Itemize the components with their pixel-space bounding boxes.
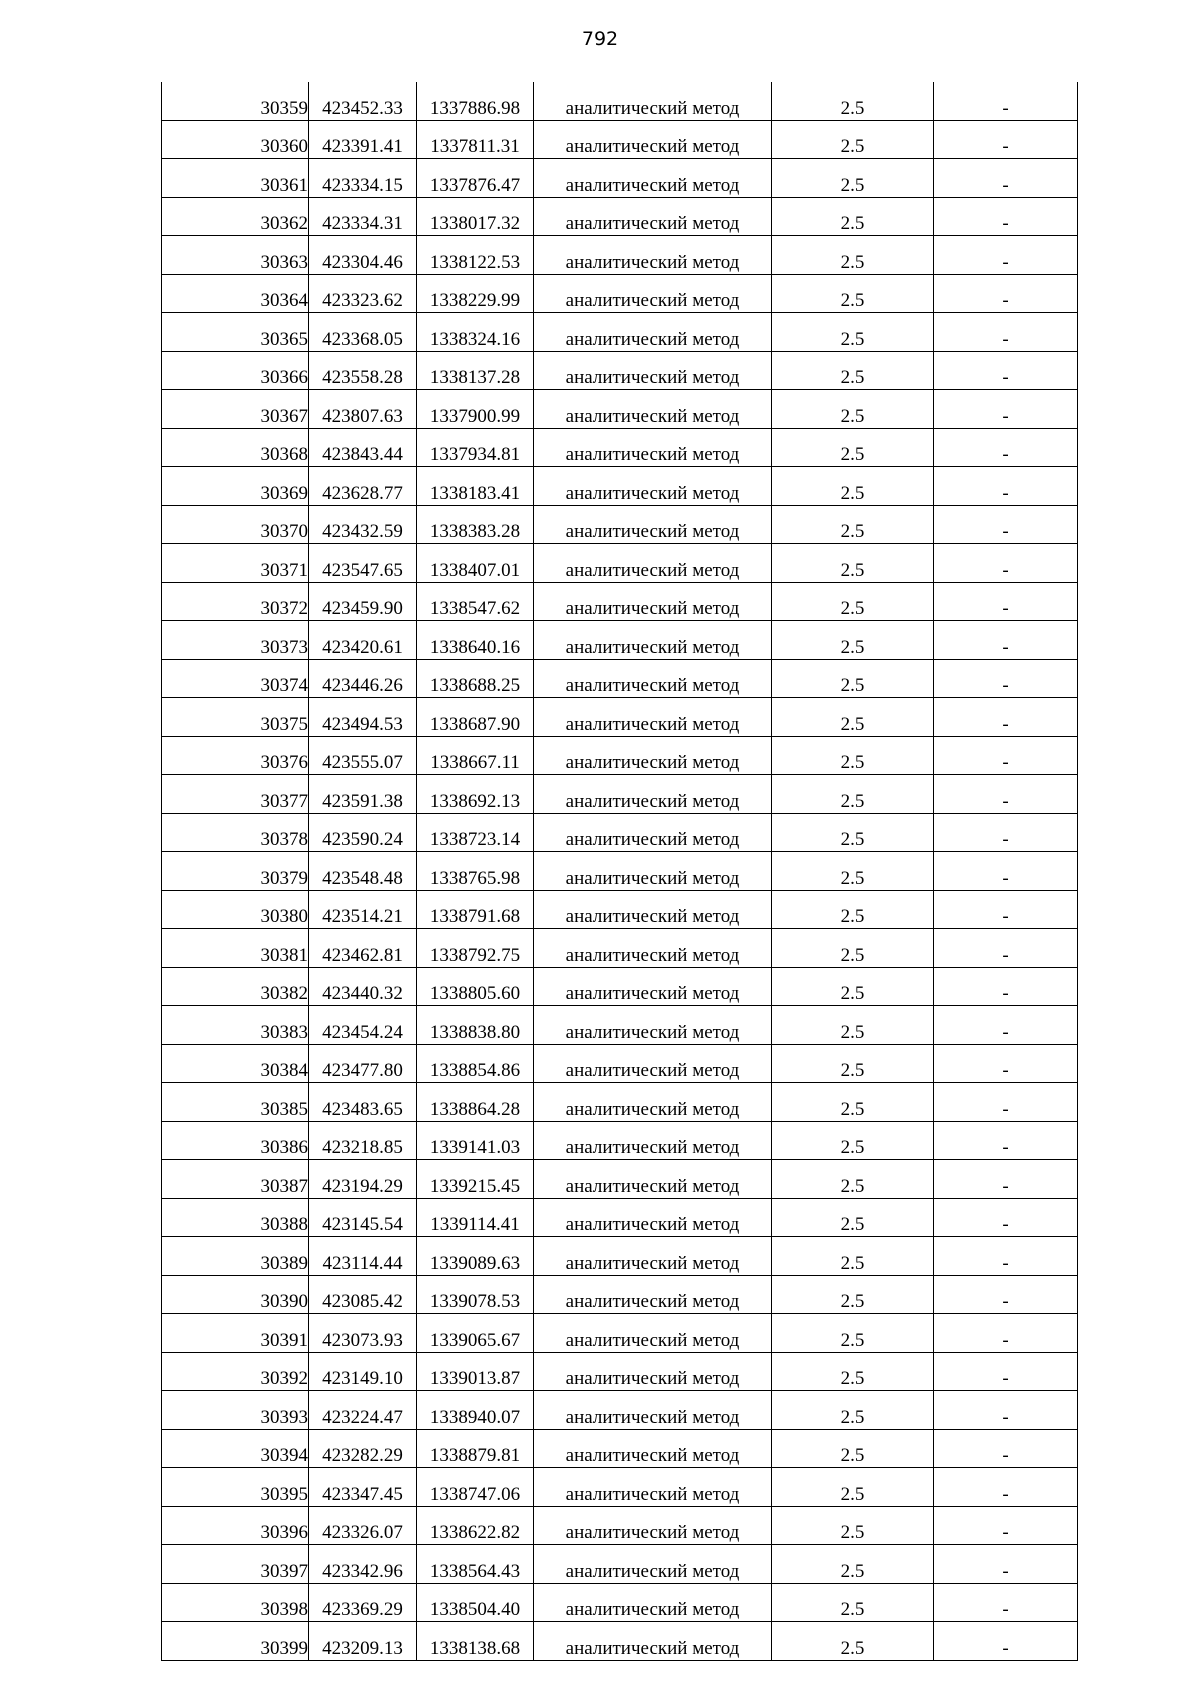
y-coordinate-cell: 1337811.31: [417, 120, 534, 159]
table-row: [162, 1391, 1078, 1430]
method-cell: аналитический метод: [534, 159, 772, 198]
point-number-cell: 30382: [162, 967, 309, 1006]
table-row: [162, 1352, 1078, 1391]
y-coordinate-cell: 1337900.99: [417, 390, 534, 429]
table-row: [162, 1468, 1078, 1507]
x-coordinate-cell: 423323.62: [309, 274, 417, 313]
accuracy-cell: 2.5: [772, 1583, 934, 1622]
point-number-cell: 30361: [162, 159, 309, 198]
point-number-cell: 30389: [162, 1237, 309, 1276]
accuracy-cell: 2.5: [772, 505, 934, 544]
accuracy-cell: 2.5: [772, 120, 934, 159]
point-number-cell: 30370: [162, 505, 309, 544]
y-coordinate-cell: 1338747.06: [417, 1468, 534, 1507]
table-row: [162, 1429, 1078, 1468]
y-coordinate-cell: 1338622.82: [417, 1506, 534, 1545]
method-cell: аналитический метод: [534, 274, 772, 313]
note-cell: -: [934, 467, 1078, 506]
method-cell: аналитический метод: [534, 621, 772, 660]
point-number-cell: 30399: [162, 1622, 309, 1661]
x-coordinate-cell: 423149.10: [309, 1352, 417, 1391]
note-cell: -: [934, 698, 1078, 737]
table-row: [162, 1044, 1078, 1083]
point-number-cell: 30386: [162, 1121, 309, 1160]
method-cell: аналитический метод: [534, 313, 772, 352]
y-coordinate-cell: 1337934.81: [417, 428, 534, 467]
y-coordinate-cell: 1337876.47: [417, 159, 534, 198]
x-coordinate-cell: 423454.24: [309, 1006, 417, 1045]
method-cell: аналитический метод: [534, 197, 772, 236]
method-cell: аналитический метод: [534, 929, 772, 968]
table-row: [162, 428, 1078, 467]
point-number-cell: 30377: [162, 775, 309, 814]
method-cell: аналитический метод: [534, 428, 772, 467]
y-coordinate-cell: 1339215.45: [417, 1160, 534, 1199]
y-coordinate-cell: 1339089.63: [417, 1237, 534, 1276]
y-coordinate-cell: 1338017.32: [417, 197, 534, 236]
accuracy-cell: 2.5: [772, 1198, 934, 1237]
y-coordinate-cell: 1339065.67: [417, 1314, 534, 1353]
accuracy-cell: 2.5: [772, 390, 934, 429]
note-cell: -: [934, 1275, 1078, 1314]
x-coordinate-cell: 423114.44: [309, 1237, 417, 1276]
point-number-cell: 30385: [162, 1083, 309, 1122]
note-cell: -: [934, 890, 1078, 929]
point-number-cell: 30381: [162, 929, 309, 968]
y-coordinate-cell: 1338688.25: [417, 659, 534, 698]
note-cell: -: [934, 313, 1078, 352]
y-coordinate-cell: 1338838.80: [417, 1006, 534, 1045]
table-row: [162, 1083, 1078, 1122]
note-cell: -: [934, 82, 1078, 120]
method-cell: аналитический метод: [534, 698, 772, 737]
method-cell: аналитический метод: [534, 1083, 772, 1122]
x-coordinate-cell: 423304.46: [309, 236, 417, 275]
accuracy-cell: 2.5: [772, 274, 934, 313]
point-number-cell: 30393: [162, 1391, 309, 1430]
method-cell: аналитический метод: [534, 351, 772, 390]
note-cell: -: [934, 1468, 1078, 1507]
method-cell: аналитический метод: [534, 967, 772, 1006]
note-cell: -: [934, 159, 1078, 198]
table-row: [162, 197, 1078, 236]
accuracy-cell: 2.5: [772, 82, 934, 120]
point-number-cell: 30391: [162, 1314, 309, 1353]
point-number-cell: 30396: [162, 1506, 309, 1545]
x-coordinate-cell: 423073.93: [309, 1314, 417, 1353]
point-number-cell: 30395: [162, 1468, 309, 1507]
table-row: [162, 274, 1078, 313]
table-row: [162, 1121, 1078, 1160]
table-row: [162, 313, 1078, 352]
note-cell: -: [934, 390, 1078, 429]
y-coordinate-cell: 1338765.98: [417, 852, 534, 891]
x-coordinate-cell: 423547.65: [309, 544, 417, 583]
point-number-cell: 30383: [162, 1006, 309, 1045]
note-cell: -: [934, 1391, 1078, 1430]
y-coordinate-cell: 1338138.68: [417, 1622, 534, 1661]
point-number-cell: 30392: [162, 1352, 309, 1391]
note-cell: -: [934, 621, 1078, 660]
method-cell: аналитический метод: [534, 505, 772, 544]
y-coordinate-cell: 1338407.01: [417, 544, 534, 583]
y-coordinate-cell: 1338723.14: [417, 813, 534, 852]
accuracy-cell: 2.5: [772, 736, 934, 775]
note-cell: -: [934, 736, 1078, 775]
method-cell: аналитический метод: [534, 1583, 772, 1622]
note-cell: -: [934, 428, 1078, 467]
table-row: [162, 1622, 1078, 1661]
accuracy-cell: 2.5: [772, 890, 934, 929]
y-coordinate-cell: 1338692.13: [417, 775, 534, 814]
point-number-cell: 30365: [162, 313, 309, 352]
table-row: [162, 736, 1078, 775]
note-cell: -: [934, 1583, 1078, 1622]
method-cell: аналитический метод: [534, 120, 772, 159]
accuracy-cell: 2.5: [772, 1429, 934, 1468]
x-coordinate-cell: 423558.28: [309, 351, 417, 390]
y-coordinate-cell: 1339078.53: [417, 1275, 534, 1314]
x-coordinate-cell: 423194.29: [309, 1160, 417, 1199]
method-cell: аналитический метод: [534, 1121, 772, 1160]
note-cell: -: [934, 351, 1078, 390]
point-number-cell: 30387: [162, 1160, 309, 1199]
x-coordinate-cell: 423446.26: [309, 659, 417, 698]
accuracy-cell: 2.5: [772, 621, 934, 660]
point-number-cell: 30375: [162, 698, 309, 737]
table-row: [162, 890, 1078, 929]
method-cell: аналитический метод: [534, 390, 772, 429]
note-cell: -: [934, 775, 1078, 814]
table-row: [162, 1506, 1078, 1545]
y-coordinate-cell: 1338805.60: [417, 967, 534, 1006]
x-coordinate-cell: 423145.54: [309, 1198, 417, 1237]
accuracy-cell: 2.5: [772, 1352, 934, 1391]
y-coordinate-cell: 1339114.41: [417, 1198, 534, 1237]
table-row: [162, 351, 1078, 390]
note-cell: -: [934, 659, 1078, 698]
point-number-cell: 30390: [162, 1275, 309, 1314]
accuracy-cell: 2.5: [772, 1545, 934, 1584]
note-cell: -: [934, 813, 1078, 852]
accuracy-cell: 2.5: [772, 1006, 934, 1045]
note-cell: -: [934, 929, 1078, 968]
y-coordinate-cell: 1338504.40: [417, 1583, 534, 1622]
x-coordinate-cell: 423440.32: [309, 967, 417, 1006]
coordinates-table: [161, 82, 1078, 1661]
method-cell: аналитический метод: [534, 1352, 772, 1391]
x-coordinate-cell: 423462.81: [309, 929, 417, 968]
note-cell: -: [934, 1545, 1078, 1584]
table-row: [162, 1314, 1078, 1353]
x-coordinate-cell: 423843.44: [309, 428, 417, 467]
table-row: [162, 929, 1078, 968]
y-coordinate-cell: 1339141.03: [417, 1121, 534, 1160]
accuracy-cell: 2.5: [772, 775, 934, 814]
point-number-cell: 30363: [162, 236, 309, 275]
table-row: [162, 621, 1078, 660]
point-number-cell: 30369: [162, 467, 309, 506]
accuracy-cell: 2.5: [772, 1237, 934, 1276]
note-cell: -: [934, 1622, 1078, 1661]
method-cell: аналитический метод: [534, 1545, 772, 1584]
note-cell: -: [934, 1237, 1078, 1276]
x-coordinate-cell: 423369.29: [309, 1583, 417, 1622]
accuracy-cell: 2.5: [772, 428, 934, 467]
table-row: [162, 82, 1078, 120]
method-cell: аналитический метод: [534, 1314, 772, 1353]
table-row: [162, 1198, 1078, 1237]
note-cell: -: [934, 852, 1078, 891]
table-row: [162, 236, 1078, 275]
table-row: [162, 505, 1078, 544]
method-cell: аналитический метод: [534, 236, 772, 275]
note-cell: -: [934, 1006, 1078, 1045]
y-coordinate-cell: 1338564.43: [417, 1545, 534, 1584]
y-coordinate-cell: 1337886.98: [417, 82, 534, 120]
point-number-cell: 30380: [162, 890, 309, 929]
y-coordinate-cell: 1338687.90: [417, 698, 534, 737]
note-cell: -: [934, 236, 1078, 275]
accuracy-cell: 2.5: [772, 351, 934, 390]
point-number-cell: 30368: [162, 428, 309, 467]
point-number-cell: 30388: [162, 1198, 309, 1237]
x-coordinate-cell: 423514.21: [309, 890, 417, 929]
point-number-cell: 30359: [162, 82, 309, 120]
y-coordinate-cell: 1338791.68: [417, 890, 534, 929]
y-coordinate-cell: 1338137.28: [417, 351, 534, 390]
x-coordinate-cell: 423555.07: [309, 736, 417, 775]
y-coordinate-cell: 1338122.53: [417, 236, 534, 275]
y-coordinate-cell: 1339013.87: [417, 1352, 534, 1391]
table-row: [162, 967, 1078, 1006]
x-coordinate-cell: 423432.59: [309, 505, 417, 544]
table-row: [162, 775, 1078, 814]
point-number-cell: 30384: [162, 1044, 309, 1083]
x-coordinate-cell: 423452.33: [309, 82, 417, 120]
x-coordinate-cell: 423420.61: [309, 621, 417, 660]
accuracy-cell: 2.5: [772, 852, 934, 891]
point-number-cell: 30398: [162, 1583, 309, 1622]
x-coordinate-cell: 423548.48: [309, 852, 417, 891]
table-row: [162, 390, 1078, 429]
method-cell: аналитический метод: [534, 1468, 772, 1507]
note-cell: -: [934, 274, 1078, 313]
method-cell: аналитический метод: [534, 1006, 772, 1045]
accuracy-cell: 2.5: [772, 967, 934, 1006]
y-coordinate-cell: 1338383.28: [417, 505, 534, 544]
x-coordinate-cell: 423342.96: [309, 1545, 417, 1584]
method-cell: аналитический метод: [534, 1275, 772, 1314]
accuracy-cell: 2.5: [772, 1391, 934, 1430]
x-coordinate-cell: 423085.42: [309, 1275, 417, 1314]
accuracy-cell: 2.5: [772, 197, 934, 236]
table-row: [162, 1006, 1078, 1045]
x-coordinate-cell: 423483.65: [309, 1083, 417, 1122]
accuracy-cell: 2.5: [772, 659, 934, 698]
x-coordinate-cell: 423477.80: [309, 1044, 417, 1083]
method-cell: аналитический метод: [534, 1237, 772, 1276]
note-cell: -: [934, 544, 1078, 583]
accuracy-cell: 2.5: [772, 813, 934, 852]
x-coordinate-cell: 423224.47: [309, 1391, 417, 1430]
table-row: [162, 852, 1078, 891]
method-cell: аналитический метод: [534, 544, 772, 583]
x-coordinate-cell: 423494.53: [309, 698, 417, 737]
table-row: [162, 120, 1078, 159]
note-cell: -: [934, 1121, 1078, 1160]
point-number-cell: 30394: [162, 1429, 309, 1468]
method-cell: аналитический метод: [534, 82, 772, 120]
table-row: [162, 659, 1078, 698]
table-row: [162, 1160, 1078, 1199]
table-row: [162, 582, 1078, 621]
accuracy-cell: 2.5: [772, 544, 934, 583]
point-number-cell: 30371: [162, 544, 309, 583]
x-coordinate-cell: 423391.41: [309, 120, 417, 159]
point-number-cell: 30379: [162, 852, 309, 891]
table-row: [162, 159, 1078, 198]
y-coordinate-cell: 1338879.81: [417, 1429, 534, 1468]
y-coordinate-cell: 1338940.07: [417, 1391, 534, 1430]
table-row: [162, 1545, 1078, 1584]
x-coordinate-cell: 423209.13: [309, 1622, 417, 1661]
table-row: [162, 813, 1078, 852]
accuracy-cell: 2.5: [772, 1468, 934, 1507]
method-cell: аналитический метод: [534, 1391, 772, 1430]
x-coordinate-cell: 423282.29: [309, 1429, 417, 1468]
method-cell: аналитический метод: [534, 1622, 772, 1661]
note-cell: -: [934, 1506, 1078, 1545]
y-coordinate-cell: 1338854.86: [417, 1044, 534, 1083]
y-coordinate-cell: 1338792.75: [417, 929, 534, 968]
note-cell: -: [934, 582, 1078, 621]
accuracy-cell: 2.5: [772, 1314, 934, 1353]
x-coordinate-cell: 423334.15: [309, 159, 417, 198]
method-cell: аналитический метод: [534, 1160, 772, 1199]
accuracy-cell: 2.5: [772, 582, 934, 621]
method-cell: аналитический метод: [534, 659, 772, 698]
note-cell: -: [934, 505, 1078, 544]
accuracy-cell: 2.5: [772, 698, 934, 737]
y-coordinate-cell: 1338667.11: [417, 736, 534, 775]
x-coordinate-cell: 423218.85: [309, 1121, 417, 1160]
method-cell: аналитический метод: [534, 582, 772, 621]
table-row: [162, 1237, 1078, 1276]
y-coordinate-cell: 1338183.41: [417, 467, 534, 506]
table-body: [162, 82, 1078, 1660]
y-coordinate-cell: 1338229.99: [417, 274, 534, 313]
point-number-cell: 30376: [162, 736, 309, 775]
y-coordinate-cell: 1338864.28: [417, 1083, 534, 1122]
note-cell: -: [934, 197, 1078, 236]
x-coordinate-cell: 423591.38: [309, 775, 417, 814]
note-cell: -: [934, 1352, 1078, 1391]
x-coordinate-cell: 423459.90: [309, 582, 417, 621]
x-coordinate-cell: 423368.05: [309, 313, 417, 352]
accuracy-cell: 2.5: [772, 1506, 934, 1545]
point-number-cell: 30397: [162, 1545, 309, 1584]
y-coordinate-cell: 1338547.62: [417, 582, 534, 621]
note-cell: -: [934, 1429, 1078, 1468]
y-coordinate-cell: 1338324.16: [417, 313, 534, 352]
method-cell: аналитический метод: [534, 775, 772, 814]
x-coordinate-cell: 423326.07: [309, 1506, 417, 1545]
point-number-cell: 30366: [162, 351, 309, 390]
accuracy-cell: 2.5: [772, 1275, 934, 1314]
method-cell: аналитический метод: [534, 1429, 772, 1468]
note-cell: -: [934, 1198, 1078, 1237]
accuracy-cell: 2.5: [772, 159, 934, 198]
point-number-cell: 30362: [162, 197, 309, 236]
y-coordinate-cell: 1338640.16: [417, 621, 534, 660]
note-cell: -: [934, 120, 1078, 159]
note-cell: -: [934, 1083, 1078, 1122]
x-coordinate-cell: 423590.24: [309, 813, 417, 852]
accuracy-cell: 2.5: [772, 236, 934, 275]
note-cell: -: [934, 1314, 1078, 1353]
method-cell: аналитический метод: [534, 813, 772, 852]
table-row: [162, 1583, 1078, 1622]
note-cell: -: [934, 1044, 1078, 1083]
table-row: [162, 544, 1078, 583]
table-row: [162, 467, 1078, 506]
point-number-cell: 30373: [162, 621, 309, 660]
accuracy-cell: 2.5: [772, 1622, 934, 1661]
point-number-cell: 30367: [162, 390, 309, 429]
accuracy-cell: 2.5: [772, 1044, 934, 1083]
page-number: 792: [581, 28, 619, 50]
point-number-cell: 30360: [162, 120, 309, 159]
note-cell: -: [934, 967, 1078, 1006]
x-coordinate-cell: 423628.77: [309, 467, 417, 506]
accuracy-cell: 2.5: [772, 929, 934, 968]
accuracy-cell: 2.5: [772, 1083, 934, 1122]
method-cell: аналитический метод: [534, 1044, 772, 1083]
accuracy-cell: 2.5: [772, 1121, 934, 1160]
method-cell: аналитический метод: [534, 736, 772, 775]
point-number-cell: 30378: [162, 813, 309, 852]
method-cell: аналитический метод: [534, 1198, 772, 1237]
x-coordinate-cell: 423334.31: [309, 197, 417, 236]
table-row: [162, 698, 1078, 737]
table-row: [162, 1275, 1078, 1314]
note-cell: -: [934, 1160, 1078, 1199]
accuracy-cell: 2.5: [772, 1160, 934, 1199]
point-number-cell: 30364: [162, 274, 309, 313]
point-number-cell: 30374: [162, 659, 309, 698]
method-cell: аналитический метод: [534, 890, 772, 929]
point-number-cell: 30372: [162, 582, 309, 621]
method-cell: аналитический метод: [534, 852, 772, 891]
method-cell: аналитический метод: [534, 1506, 772, 1545]
accuracy-cell: 2.5: [772, 467, 934, 506]
accuracy-cell: 2.5: [772, 313, 934, 352]
x-coordinate-cell: 423807.63: [309, 390, 417, 429]
method-cell: аналитический метод: [534, 467, 772, 506]
x-coordinate-cell: 423347.45: [309, 1468, 417, 1507]
